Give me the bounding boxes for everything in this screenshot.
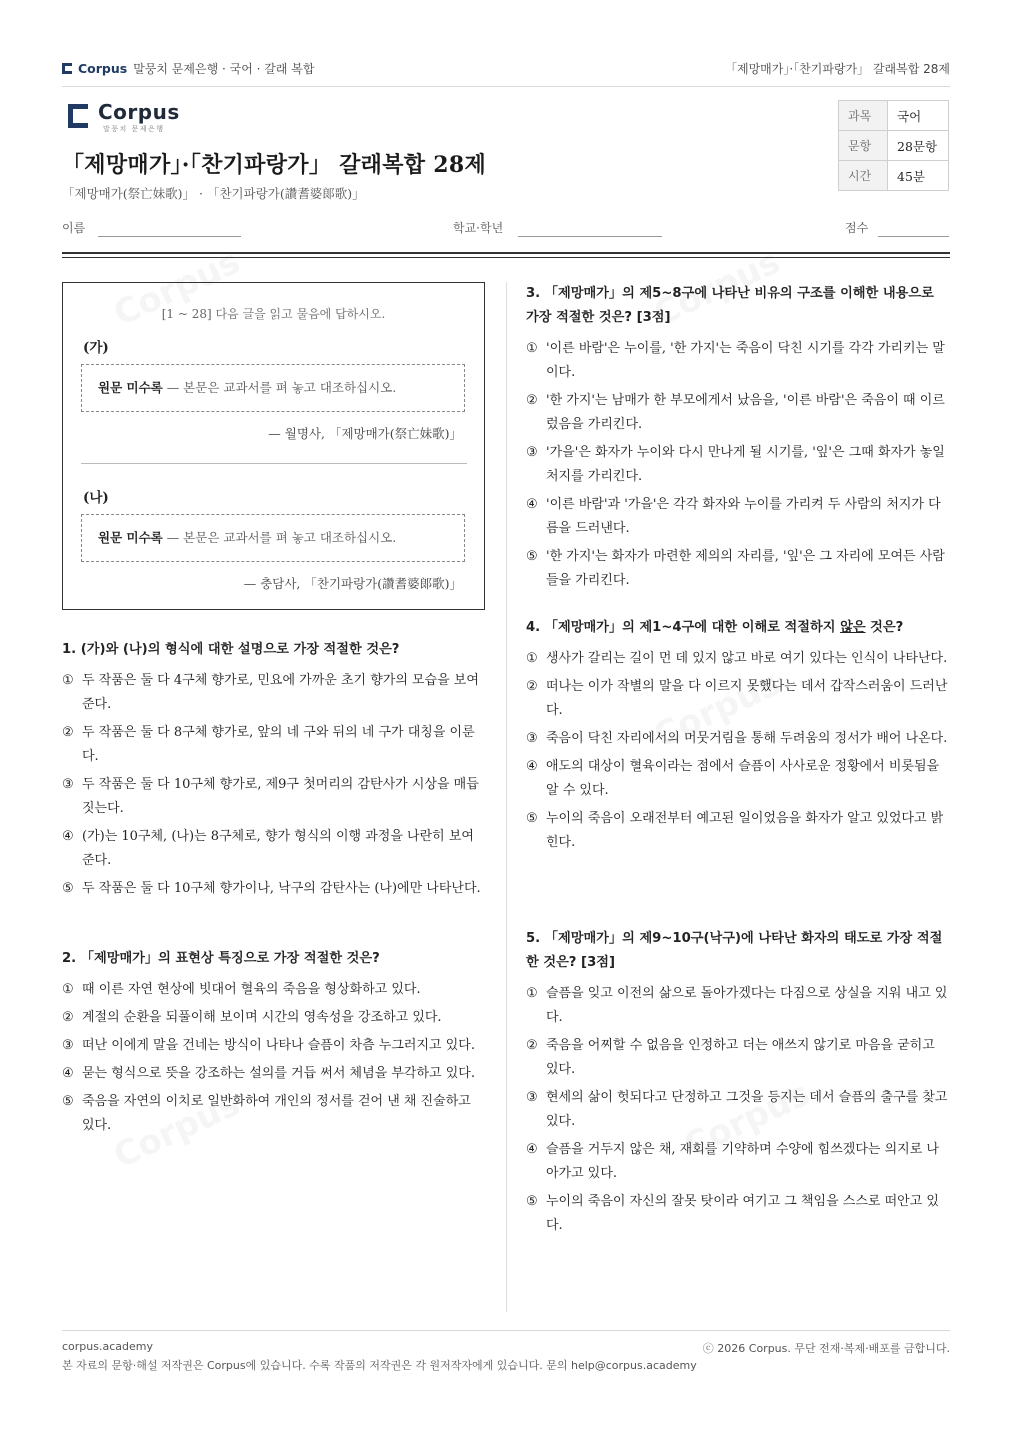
top-bar-right-title: 「제망매가」·「찬기파랑가」 갈래복합 28제 xyxy=(724,62,950,76)
option-text: 떠난 이에게 말을 건네는 방식이 나타나 슬픔이 차츰 누그러지고 있다. xyxy=(82,1038,475,1053)
option-number: ② xyxy=(526,1038,538,1053)
footer-divider xyxy=(62,1330,950,1331)
option-text: '가을'은 화자가 누이와 다시 만나게 될 시기를, '잎'은 그때 화자가 놓일 처지를 가리킨다. xyxy=(546,445,945,484)
question-stem: 5. 「제망매가」의 제9~10구(낙구)에 나타난 화자의 태도로 가장 적절한 것은? [3점] xyxy=(526,931,943,970)
top-bar-brand: Corpus xyxy=(78,61,128,76)
info-key: 문항 xyxy=(839,131,888,161)
answer-option[interactable] xyxy=(526,1190,950,1238)
logo-subtitle: 말뭉치 문제은행 xyxy=(103,125,165,133)
answer-option[interactable] xyxy=(526,441,950,489)
option-text: 슬픔을 거두지 않은 채, 재회를 기약하며 수양에 힘쓰겠다는 의지로 나아가고 있다. xyxy=(546,1142,939,1181)
option-text: 두 작품은 둘 다 4구체 향가로, 민요에 가까운 초기 향가의 모습을 보여 준다. xyxy=(82,673,479,712)
negation-underline: 않은 xyxy=(840,620,866,635)
answer-option[interactable] xyxy=(62,669,487,717)
school-grade-label: 학교·학년 xyxy=(453,221,504,235)
question-3 xyxy=(526,282,950,597)
option-text: 죽음을 어찌할 수 없음을 인정하고 더는 애쓰지 않기로 마음을 굳히고 있다. xyxy=(546,1038,935,1077)
option-number: ④ xyxy=(62,829,74,844)
option-number: ④ xyxy=(62,1066,74,1081)
answer-option[interactable] xyxy=(526,493,950,541)
option-number: ⑤ xyxy=(62,881,74,896)
missing-notice-text: — 본문은 교과서를 펴 놓고 대조하십시오. xyxy=(162,530,397,545)
question-5 xyxy=(526,927,950,1242)
corpus-logo-icon xyxy=(68,104,88,128)
option-number: ④ xyxy=(526,759,538,774)
option-number: ④ xyxy=(526,497,538,512)
question-stem: 2. 「제망매가」의 표현상 특징으로 가장 적절한 것은? xyxy=(62,951,380,966)
page-subtitle: 「제망매가(祭亡妹歌)」 · 「찬기파랑가(讚耆婆郞歌)」 xyxy=(62,186,365,201)
option-text: 슬픔을 잊고 이전의 삶으로 돌아가겠다는 다짐으로 상실을 지워 내고 있다. xyxy=(546,986,948,1025)
option-number: ① xyxy=(62,982,74,997)
option-number: ③ xyxy=(62,777,74,792)
answer-option[interactable] xyxy=(526,1086,950,1134)
option-number: ⑤ xyxy=(526,1194,538,1209)
logo-wordmark: Corpus xyxy=(98,100,180,124)
answer-option[interactable] xyxy=(526,545,950,593)
question-stem xyxy=(526,616,950,640)
passage-box xyxy=(62,282,485,610)
option-number: ⑤ xyxy=(62,1094,74,1109)
page-title: 「제망매가」·「찬기파랑가」 갈래복합 28제 xyxy=(62,152,487,178)
answer-option[interactable] xyxy=(526,807,950,855)
info-row xyxy=(839,161,949,191)
option-text: 때 이른 자연 현상에 빗대어 혈육의 죽음을 형상화하고 있다. xyxy=(82,982,421,997)
missing-notice-text: — 본문은 교과서를 펴 놓고 대조하십시오. xyxy=(162,380,397,395)
attribution-ga: — 월명사, 「제망매가(祭亡妹歌)」 xyxy=(268,426,462,441)
missing-notice-bold: 원문 미수록 xyxy=(98,380,163,395)
passage-label-ga: (가) xyxy=(83,340,109,356)
footer-notice: 본 자료의 문항·해설 저작권은 Corpus에 있습니다. 수록 작품의 저작권은 각 원저작자에게 있습니다. 문의 help@corpus.academy xyxy=(62,1359,697,1372)
column-divider xyxy=(506,282,507,1312)
option-text: '한 가지'는 남매가 한 부모에게서 났음을, '이른 바람'은 죽음이 때 이르렀음을 가리킨다. xyxy=(546,393,945,432)
answer-option[interactable] xyxy=(526,755,950,803)
option-number: ② xyxy=(526,393,538,408)
option-number: ③ xyxy=(526,445,538,460)
exam-info-table xyxy=(838,100,949,191)
answer-option[interactable] xyxy=(62,978,487,1002)
top-bar xyxy=(62,58,950,87)
answer-option[interactable] xyxy=(62,1090,487,1138)
option-text: 생사가 갈리는 길이 먼 데 있지 않고 바로 여기 있다는 인식이 나타난다. xyxy=(546,651,948,666)
info-key: 시간 xyxy=(839,161,888,191)
passage-instruction: [1 ~ 28] 다음 글을 읽고 물음에 답하시오. xyxy=(161,307,386,321)
option-number: ③ xyxy=(526,731,538,746)
option-number: ① xyxy=(526,341,538,356)
answer-option[interactable] xyxy=(526,647,950,671)
answer-option[interactable] xyxy=(526,1034,950,1082)
footer-copyright: ⓒ 2026 Corpus. 무단 전재·복제·배포를 금합니다. xyxy=(702,1342,950,1355)
attribution-na: — 충담사, 「찬기파랑가(讚耆婆郞歌)」 xyxy=(243,576,462,591)
option-number: ③ xyxy=(526,1090,538,1105)
option-text: 두 작품은 둘 다 8구체 향가로, 앞의 네 구와 뒤의 네 구가 대칭을 이룬다. xyxy=(82,725,475,764)
option-text: 죽음을 자연의 이치로 일반화하여 개인의 정서를 걷어 낸 채 진술하고 있다. xyxy=(82,1094,471,1133)
passage-label-na: (나) xyxy=(83,490,109,506)
answer-option[interactable] xyxy=(526,389,950,437)
option-text: '한 가지'는 화자가 마련한 제의의 자리를, '잎'은 그 자리에 모여든 사람들을 가리킨다. xyxy=(546,549,945,588)
corpus-mini-logo-icon xyxy=(62,63,72,74)
option-number: ② xyxy=(62,1010,74,1025)
answer-option[interactable] xyxy=(62,825,487,873)
question-1 xyxy=(62,638,487,905)
missing-text-box-ga xyxy=(81,364,465,412)
option-number: ① xyxy=(526,986,538,1001)
question-stem: 3. 「제망매가」의 제5~8구에 나타난 비유의 구조를 이해한 내용으로 가장 적절한 것은? [3점] xyxy=(526,286,934,325)
answer-option[interactable] xyxy=(526,727,950,751)
answer-option[interactable] xyxy=(62,1006,487,1030)
answer-option[interactable] xyxy=(62,721,487,769)
option-number: ② xyxy=(62,725,74,740)
missing-text-box-na xyxy=(81,514,465,562)
info-value: 28문항 xyxy=(888,131,949,161)
top-bar-left xyxy=(62,60,314,77)
option-text: 묻는 형식으로 뜻을 강조하는 설의를 거듭 써서 체념을 부각하고 있다. xyxy=(82,1066,475,1081)
option-number: ⑤ xyxy=(526,811,538,826)
option-text: 떠나는 이가 작별의 말을 다 이르지 못했다는 데서 갑작스러움이 드러난다. xyxy=(546,679,948,718)
answer-option[interactable] xyxy=(526,982,950,1030)
option-text: 죽음이 닥친 자리에서의 머뭇거림을 통해 두려움의 정서가 배어 나온다. xyxy=(546,731,948,746)
option-text: 애도의 대상이 혈육이라는 점에서 슬픔이 사사로운 정황에서 비롯됨을 알 수 있다. xyxy=(546,759,940,798)
option-number: ① xyxy=(526,651,538,666)
option-number: ① xyxy=(62,673,74,688)
school-grade-field[interactable] xyxy=(518,236,662,237)
option-number: ② xyxy=(526,679,538,694)
name-field[interactable] xyxy=(98,236,241,237)
option-text: 현세의 삶이 헛되다고 단정하고 그것을 등지는 데서 슬픔의 출구를 찾고 있다. xyxy=(546,1090,948,1129)
missing-notice-bold: 원문 미수록 xyxy=(98,530,163,545)
answer-option[interactable] xyxy=(526,675,950,723)
option-text: 두 작품은 둘 다 10구체 향가로, 제9구 첫머리의 감탄사가 시상을 매듭짓는다. xyxy=(82,777,479,816)
top-bar-meta: 말뭉치 문제은행 · 국어 · 갈래 복합 xyxy=(133,62,315,76)
passage-separator xyxy=(81,463,467,464)
score-label: 점수 xyxy=(845,221,869,235)
option-number: ④ xyxy=(526,1142,538,1157)
info-key: 과목 xyxy=(839,101,888,131)
name-label: 이름 xyxy=(62,221,86,235)
footer-site: corpus.academy xyxy=(62,1340,153,1353)
option-text: 누이의 죽음이 자신의 잘못 탓이라 여기고 그 책임을 스스로 떠안고 있다. xyxy=(546,1194,939,1233)
info-row xyxy=(839,101,949,131)
question-stem-text: 것은? xyxy=(865,620,904,635)
question-2 xyxy=(62,947,487,1142)
answer-option[interactable] xyxy=(62,1062,487,1086)
question-4 xyxy=(526,616,950,859)
info-value: 국어 xyxy=(888,101,949,131)
info-value: 45분 xyxy=(888,161,949,191)
option-text: '이른 바람'은 누이를, '한 가지'는 죽음이 닥친 시기를 각각 가리키는 말이다. xyxy=(546,341,945,380)
option-text: '이른 바람'과 '가을'은 각각 화자와 누이를 가리켜 두 사람의 처지가 다름을 드러낸다. xyxy=(546,497,941,536)
option-text: 계절의 순환을 되풀이해 보이며 시간의 영속성을 강조하고 있다. xyxy=(82,1010,442,1025)
option-text: (가)는 10구체, (나)는 8구체로, 향가 형식의 이행 과정을 나란히 보여 준다. xyxy=(82,829,474,868)
corpus-logo xyxy=(68,102,228,136)
answer-option[interactable] xyxy=(526,1138,950,1186)
header-divider xyxy=(62,252,950,258)
answer-option[interactable] xyxy=(62,773,487,821)
option-number: ⑤ xyxy=(526,549,538,564)
option-number: ③ xyxy=(62,1038,74,1053)
score-field[interactable] xyxy=(878,236,949,237)
question-stem-text: 4. 「제망매가」의 제1~4구에 대한 이해로 적절하지 xyxy=(526,620,841,635)
answer-option[interactable] xyxy=(526,337,950,385)
option-text: 누이의 죽음이 오래전부터 예고된 일이었음을 화자가 알고 있었다고 밝힌다. xyxy=(546,811,944,850)
info-row xyxy=(839,131,949,161)
question-stem: 1. (가)와 (나)의 형식에 대한 설명으로 가장 적절한 것은? xyxy=(62,642,400,657)
option-text: 두 작품은 둘 다 10구체 향가이나, 낙구의 감탄사는 (나)에만 나타난다. xyxy=(82,881,481,896)
answer-option[interactable] xyxy=(62,1034,487,1058)
answer-option[interactable] xyxy=(62,877,487,901)
